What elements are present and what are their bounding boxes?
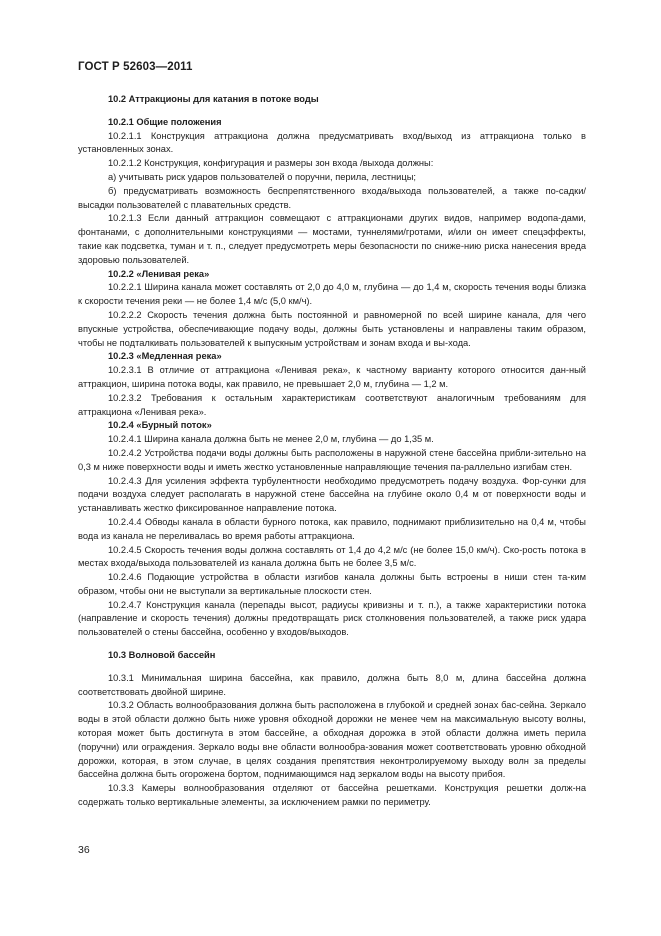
paragraph: 10.2.4.4 Обводы канала в области бурного потока, как правило, поднимают приблизительно на 0,4 м, чтобы вода из канала не переливалась во время работы аттракциона.: [78, 516, 586, 541]
paragraph: 10.2.4.3 Для усиления эффекта турбулентности необходимо предусмотреть подачу воздуха. Фор-сунки для подачи воздуха следует располагать в наружной стене бассейна на глубине около 0,4 м от поверхности воды и устанавливать жестко фиксированное направление потока.: [78, 475, 586, 514]
subsection-heading: 10.2.2 «Ленивая река»: [108, 268, 210, 279]
paragraph: 10.2.2.2 Скорость течения должна быть постоянной и равномерной по всей ширине канала, для чего впускные устройства, обеспечивающие подачу воды, должны быть установлены и направлены таким образом, чтобы не подталкивать пользователей к выпускным устройствам и зонам входа и вы-хода.: [78, 309, 586, 348]
paragraph: 10.2.1.1 Конструкция аттракциона должна предусматривать вход/выход из аттракциона только в установленных зонах.: [78, 130, 586, 155]
subsection-heading: 10.2.3 «Медленная река»: [108, 351, 222, 362]
section-heading: 10.2 Аттракционы для катания в потоке воды: [108, 94, 319, 104]
subsection-heading: 10.2.1 Общие положения: [108, 116, 222, 127]
paragraph: 10.2.1.3 Если данный аттракцион совмещают с аттракционами других видов, например водопа-дами, фонтанами, с дополнительными конструкциями — мостами, туннелями/гротами, и/или он имеет спецэффекты, такие как подсветка, туман и т. п., следует предусмотреть меры безопасности по сниже-нию риска нанесения вреда здоровью пользователей.: [78, 213, 586, 265]
paragraph: 10.2.3.2 Требования к остальным характеристикам соответствуют аналогичным требованиям для аттракциона «Ленивая река».: [78, 392, 586, 417]
paragraph: а) учитывать риск ударов пользователей о поручни, перила, лестницы;: [108, 171, 416, 182]
paragraph: 10.2.1.2 Конструкция, конфигурация и размеры зон входа /выхода должны:: [108, 158, 434, 169]
paragraph: 10.3.2 Область волнообразования должна быть расположена в глубокой и средней зонах бас-сейна. Зеркало воды в этой области должно быть ниже уровня обходной дорожки не менее чем на максимальную высоту волны, которая может быть достигнута в этом бассейне, а обходная дорожка в этой области должна иметь перила (поручни) или ограждения. Зеркало воды вне области волнообра-зования может соответствовать уровню обходной дорожки, которая, в этом случае, в целях создания препятствия неконтролируемому выходу волн за пределы бассейна должна быть огорожена бортом, поднимающимся над зеркалом воды на высоту прибоя.: [78, 700, 586, 780]
section-heading: 10.3 Волновой бассейн: [108, 650, 216, 661]
paragraph: 10.2.4.7 Конструкция канала (перепады высот, радиусы кривизны и т. п.), а также характеристики потока (направление и скорость течения) должны предотвращать риск столкновения пользователей, а также риск удара пользователей о стены бассейна, особенно у входов/выходов.: [78, 599, 586, 638]
paragraph: 10.2.4.6 Подающие устройства в области изгибов канала должны быть встроены в ниши стен та-ким образом, чтобы они не выступали за вертикальные плоскости стен.: [78, 572, 586, 596]
page-number: 36: [78, 844, 90, 856]
paragraph: 10.2.4.1 Ширина канала должна быть не менее 2,0 м, глубина — до 1,35 м.: [108, 434, 434, 445]
paragraph: 10.2.4.2 Устройства подачи воды должны быть расположены в наружной стене бассейна прибли-зительно на 0,3 м ниже поверхности воды и иметь жестко установленные направляющие течения па-раллельно изгибам стен.: [78, 447, 586, 472]
document-body: [78, 93, 586, 810]
paragraph: 10.3.1 Минимальная ширина бассейна, как правило, должна быть 8,0 м, длина бассейна должна соответствовать двойной ширине.: [78, 672, 586, 697]
paragraph: 10.3.3 Камеры волнообразования отделяют от бассейна решетками. Конструкция решетки долж-на содержать только вертикальные элементы, за исключением рамки по периметру.: [78, 783, 586, 808]
paragraph: 10.2.4.5 Скорость течения воды должна составлять от 1,4 до 4,2 м/с (не более 15,0 км/ч). Ско-рость потока в местах входа/выхода пользователей из канала должна быть не более 3,5 м/с.: [78, 544, 586, 569]
paragraph: 10.2.2.1 Ширина канала может составлять от 2,0 до 4,0 м, глубина — до 1,4 м, скорость течения воды близка к скорости течения реки — не более 1,4 м/с (5,0 км/ч).: [78, 282, 586, 307]
subsection-heading: 10.2.4 «Бурный поток»: [108, 420, 212, 431]
paragraph: 10.2.3.1 В отличие от аттракциона «Ленивая река», к частному варианту которого относится дан-ный аттракцион, ширина потока воды, как правило, не превышает 2,0 м, глубина — 1,2 м.: [78, 365, 586, 389]
paragraph: б) предусматривать возможность беспрепятственного входа/выхода пользователей, а также по-садки/высадки пользователей с плавательных средств.: [78, 185, 586, 210]
document-header: ГОСТ Р 52603—2011: [78, 61, 193, 73]
